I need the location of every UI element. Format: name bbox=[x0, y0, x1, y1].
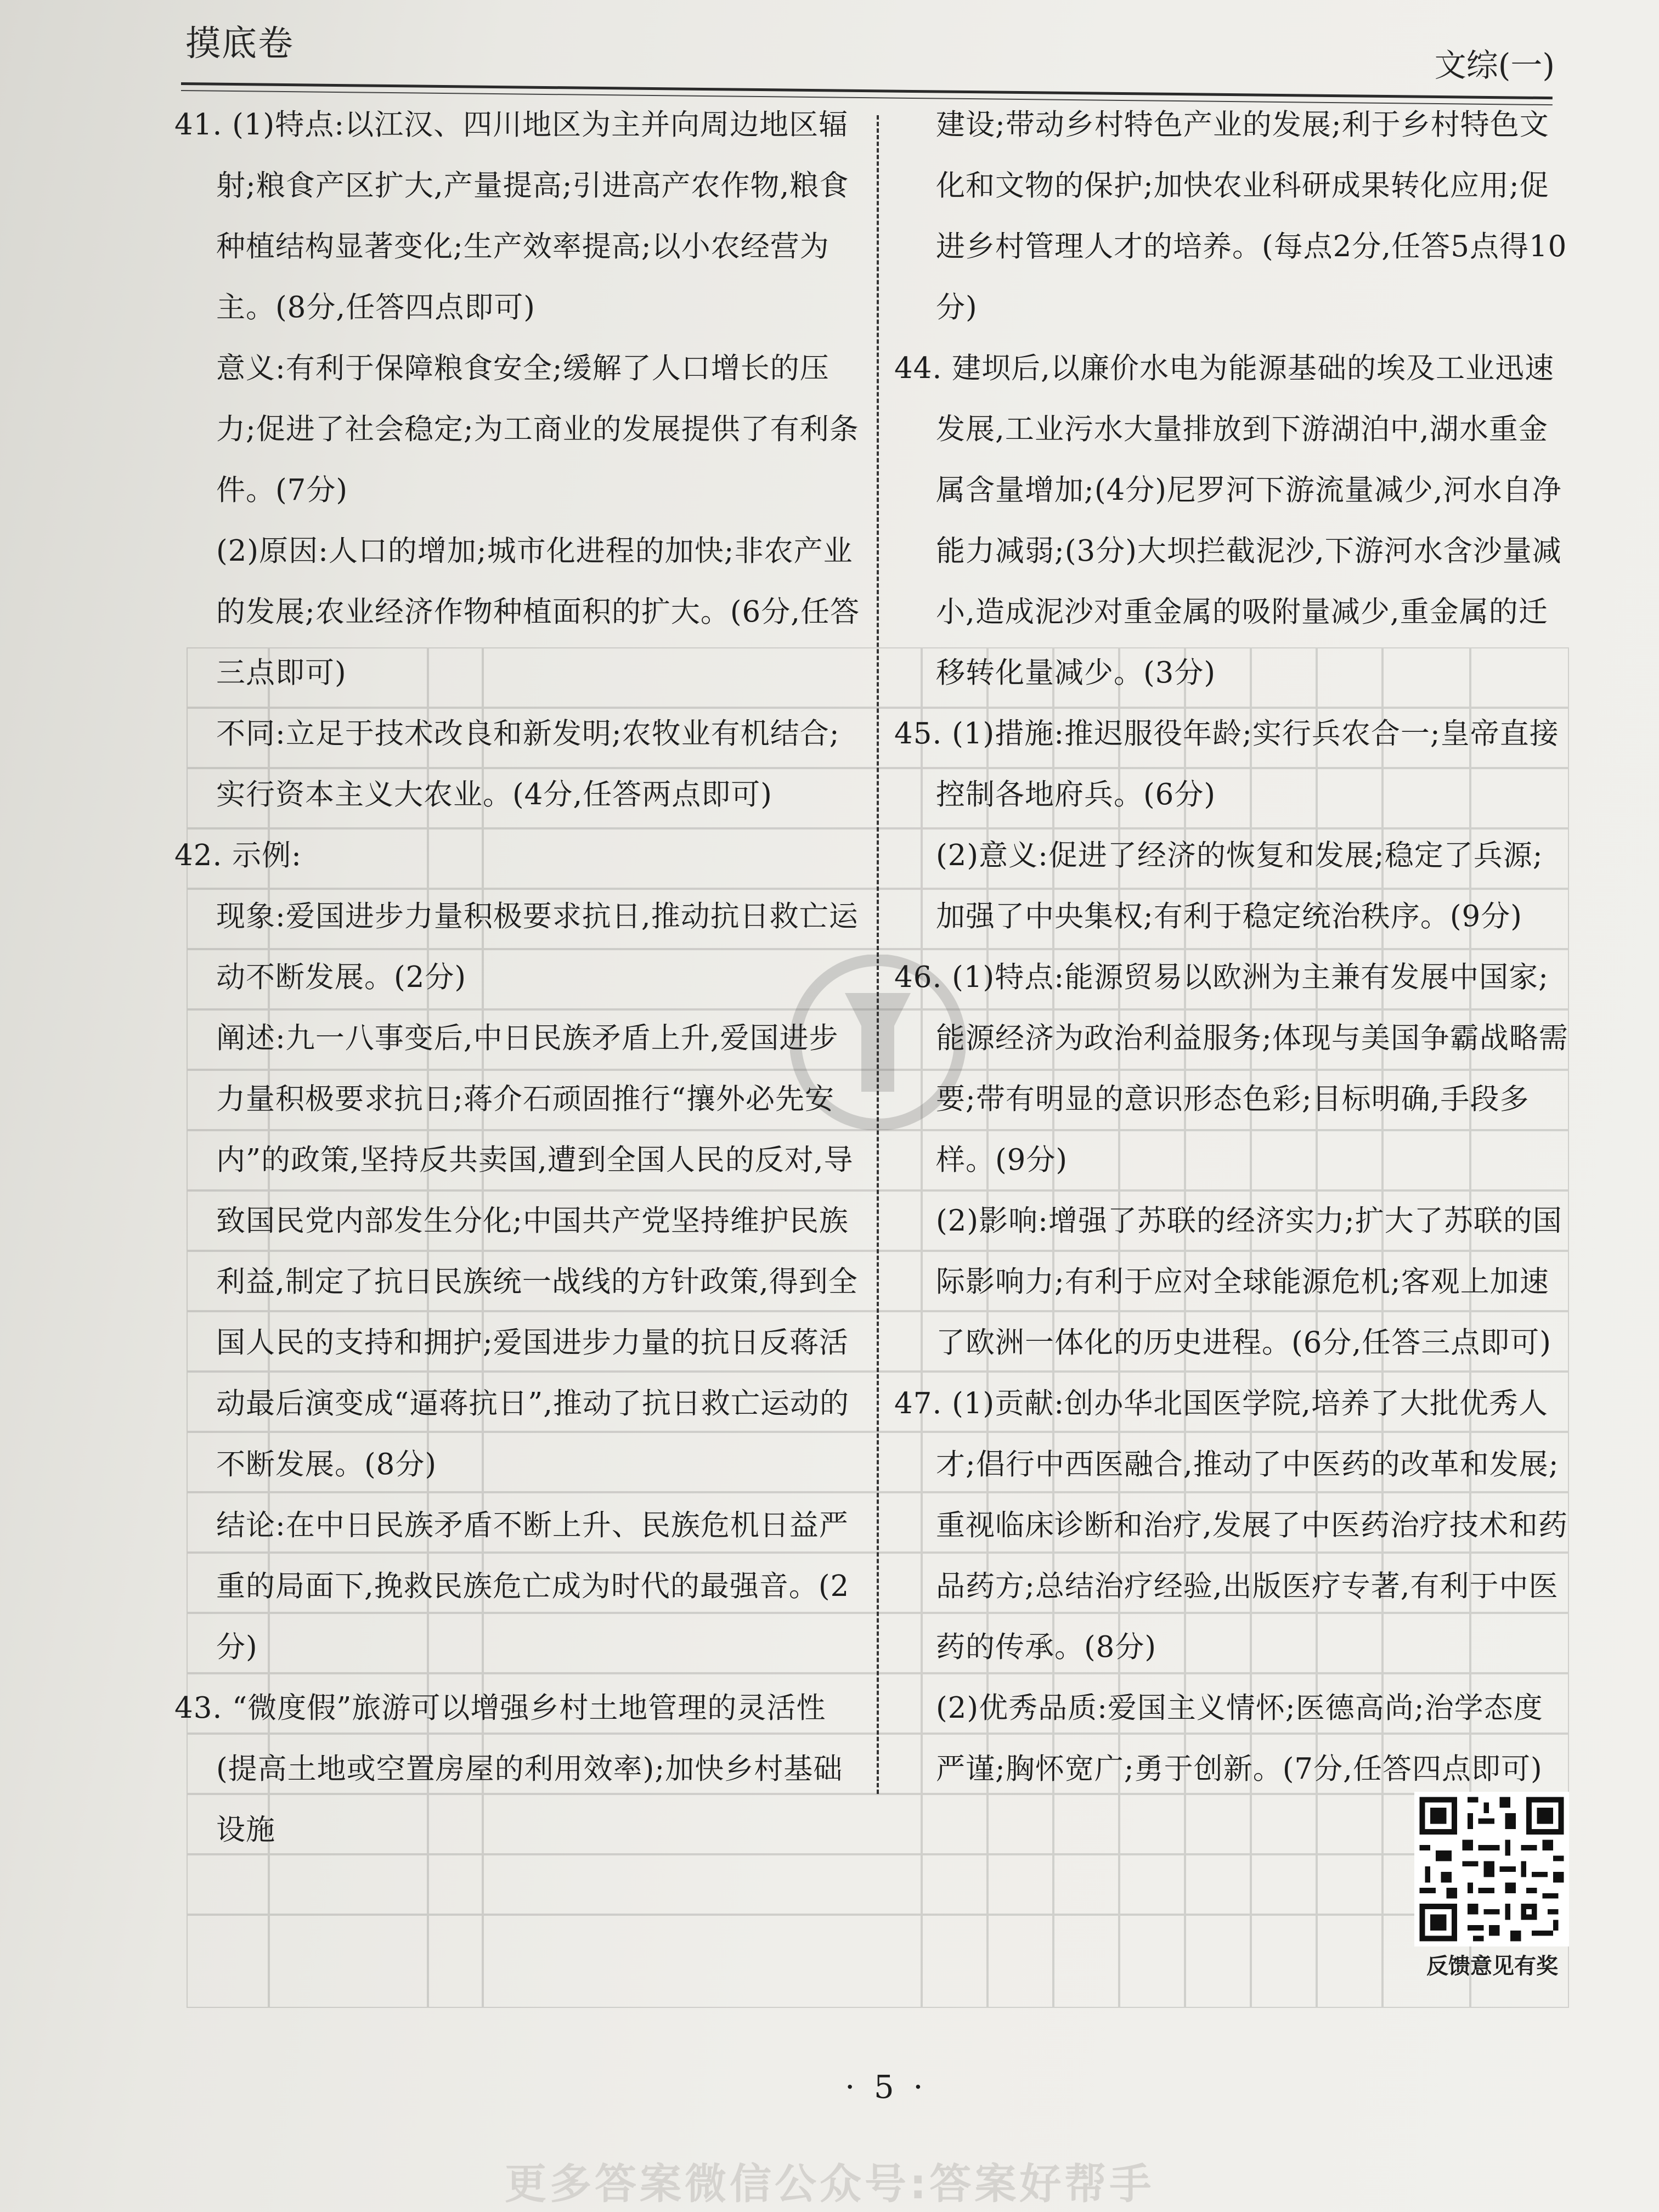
answer-42-phenomenon: 现象:爱国进步力量积极要求抗日,推动抗日救亡运动不断发展。(2分) bbox=[216, 900, 859, 994]
qr-caption: 反馈意见有奖 bbox=[1426, 1954, 1558, 1979]
answer-46-2: (2)影响:增强了苏联的经济实力;扩大了苏联的国际影响力;有利于应对全球能源危机;客观上加速了欧洲一体化的历史进程。(6分,任答三点即可) bbox=[936, 1204, 1562, 1359]
qr-code-icon[interactable] bbox=[1414, 1792, 1569, 1946]
answer-42-conclusion: 结论:在中日民族矛盾不断上升、民族危机日益严重的局面下,挽救民族危亡成为时代的最强音。(2分) bbox=[216, 1509, 850, 1664]
header-subject: 文综(一) bbox=[1434, 47, 1555, 84]
answer-43-start: 43. “微度假”旅游可以增强乡村土地管理的灵活性(提高土地或空置房屋的利用效率);加快乡村基础设施 bbox=[174, 1691, 843, 1847]
answer-47-2: (2)优秀品质:爱国主义情怀;医德高尚;治学态度严谨;胸怀宽广;勇于创新。(7分,任答四点即可) bbox=[936, 1691, 1543, 1786]
footer-watermark-text: 更多答案微信公众号:答案好帮手 bbox=[505, 2159, 1155, 2208]
answer-44: 44. 建坝后,以廉价水电为能源基础的埃及工业迅速发展,工业污水大量排放到下游湖泊中,湖水重金属含量增加;(4分)尼罗河下游流量减少,河水自净能力减弱;(3分)大坝拦截泥沙,下游河水含沙量减小,造成泥沙对重金属的吸附量减少,重金属的迁移转化量减少。(3分) bbox=[894, 352, 1562, 690]
left-column bbox=[174, 94, 867, 1860]
answer-41-1: 41. (1)特点:以江汉、四川地区为主并向周边地区辐射;粮食产区扩大,产量提高;引进高产农作物,粮食种植结构显著变化;生产效率提高;以小农经营为主。(8分,任答四点即可) bbox=[174, 108, 849, 324]
answer-46-1: 46. (1)特点:能源贸易以欧洲为主兼有发展中国家;能源经济为政治利益服务;体现与美国争霸战略需要;带有明显的意识形态色彩;目标明确,手段多样。(9分) bbox=[894, 961, 1568, 1177]
answer-41-2-reasons: (2)原因:人口的增加;城市化进程的加快;非农产业的发展;农业经济作物种植面积的扩大。(6分,任答三点即可) bbox=[216, 534, 860, 690]
right-column bbox=[894, 94, 1570, 1799]
answer-47-1: 47. (1)贡献:创办华北国医学院,培养了大批优秀人才;倡行中西医融合,推动了中医药的改革和发展;重视临床诊断和治疗,发展了中医药治疗技术和药品药方;总结治疗经验,出版医疗专著,有利于中医药的传承。(8分) bbox=[894, 1387, 1568, 1664]
answer-45-1: 45. (1)措施:推迟服役年龄;实行兵农合一;皇帝直接控制各地府兵。(6分) bbox=[894, 717, 1559, 811]
answer-42-header: 42. 示例: bbox=[174, 839, 302, 872]
column-divider bbox=[877, 115, 879, 1794]
answer-42-elaboration: 阐述:九一八事变后,中日民族矛盾上升,爱国进步力量积极要求抗日;蒋介石顽固推行“攘外必先安内”的政策,坚持反共卖国,遭到全国人民的反对,导致国民党内部发生分化;中国共产党坚持维护民族利益,制定了抗日民族统一战线的方针政策,得到全国人民的支持和拥护;爱国进步力量的抗日反蒋活动最后演变成“逼蒋抗日”,推动了抗日救亡运动的不断发展。(8分) bbox=[216, 1022, 858, 1481]
header-title: 摸底卷 bbox=[185, 24, 294, 64]
answer-45-2: (2)意义:促进了经济的恢复和发展;稳定了兵源;加强了中央集权;有利于稳定统治秩序。(9分) bbox=[936, 839, 1543, 933]
answer-41-significance: 意义:有利于保障粮食安全;缓解了人口增长的压力;促进了社会稳定;为工商业的发展提供了有利条件。(7分) bbox=[216, 352, 859, 507]
answer-43-continued: 建设;带动乡村特色产业的发展;利于乡村特色文化和文物的保护;加快农业科研成果转化应用;促进乡村管理人才的培养。(每点2分,任答5点得10分) bbox=[936, 108, 1567, 324]
answer-41-2-differences: 不同:立足于技术改良和新发明;农牧业有机结合;实行资本主义大农业。(4分,任答两点即可) bbox=[216, 717, 840, 811]
page-number: · 5 · bbox=[845, 2068, 928, 2106]
